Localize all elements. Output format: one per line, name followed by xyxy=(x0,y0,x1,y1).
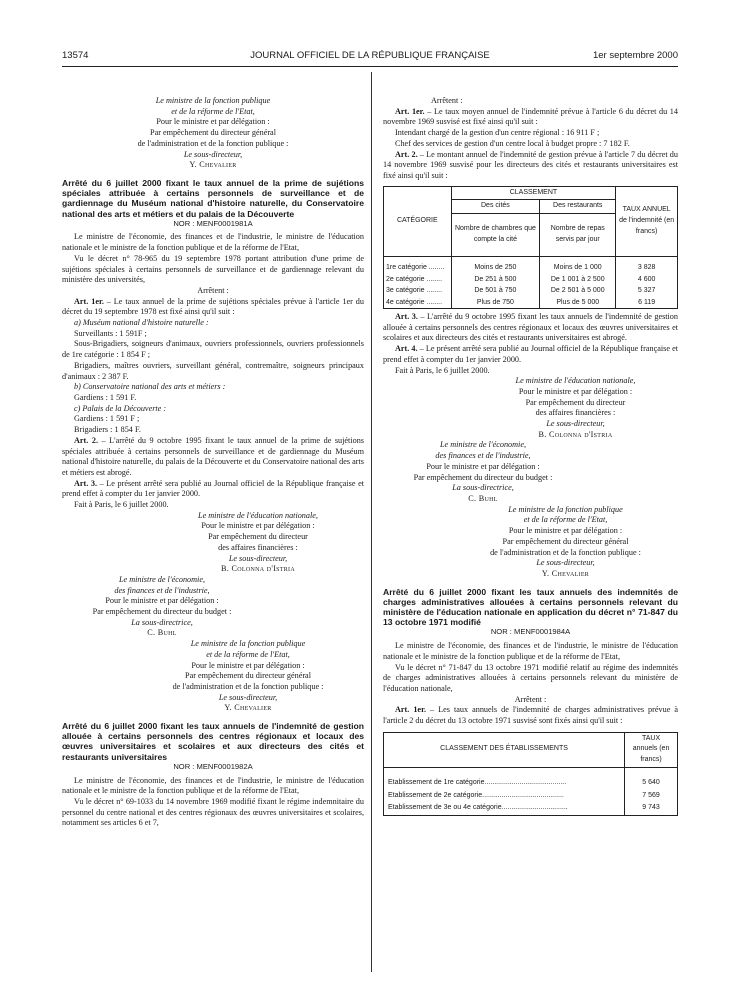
table-row xyxy=(384,274,678,286)
journal-title: JOURNAL OFFICIEL DE LA RÉPUBLIQUE FRANÇAISE xyxy=(250,50,490,61)
management-allowance-table xyxy=(383,186,678,309)
article-text: – L'arrêté du 9 octobre 1995 fixant les taux annuels de l'indemnité de gestion allouée à certains personnels des centres régionaux et locaux des œuvres universitaires et scolaires et aux directeurs des cités et restaurants universitaires est abrogé. xyxy=(383,312,678,343)
nor-reference: NOR : MENF0001984A xyxy=(490,627,571,637)
table-cell: 2e catégorie ........ xyxy=(384,274,452,286)
sig-line: Pour le ministre et par délégation : xyxy=(508,526,623,536)
right-column xyxy=(383,96,678,821)
table-cell: 4 600 xyxy=(616,274,678,286)
table-header-rate: TAUX ANNUEL de l'indemnité (en francs) xyxy=(616,186,678,256)
article-label: Art. 1er. xyxy=(74,296,104,306)
article-text: – Les taux annuels de l'indemnité de charges administratives prévue à l'article 2 du décret du 13 octobre 1971 susvisé sont fixés ainsi qu'il suit : xyxy=(383,705,678,726)
sig-line: Le sous-directeur, xyxy=(218,692,278,702)
sig-line: Par empêchement du directeur général xyxy=(150,128,276,138)
table-cell: 5 640 xyxy=(625,767,678,789)
sig-line: de l'administration et de la fonction publique : xyxy=(172,681,324,691)
signature-block xyxy=(473,376,678,440)
paragraph: Vu le décret n° 69-1033 du 14 novembre 1969 modifié fixant le régime indemnitaire du personnel du centre national et des centres régionaux des œuvres universitaires et scolaires, notamment ses articles 6 et 7, xyxy=(62,797,364,828)
sig-line: Pour le ministre et par délégation : xyxy=(201,521,315,531)
table-cell: De 2 501 à 5 000 xyxy=(540,285,616,297)
table-row xyxy=(384,790,678,803)
signature-date: Fait à Paris, le 6 juillet 2000. xyxy=(74,500,169,510)
table-row xyxy=(384,285,678,297)
table-cell: Etablissement de 2e catégorie.......................................... xyxy=(384,790,625,803)
table-cell: Moins de 250 xyxy=(451,257,540,274)
article-label: Art. 2. xyxy=(395,149,418,159)
table-cell: 1re catégorie ........ xyxy=(384,257,452,274)
signature-block xyxy=(383,440,583,504)
signatory-name: B. Colonna d'Istria xyxy=(221,564,295,574)
table-cell: Plus de 5 000 xyxy=(540,297,616,309)
rate-line: Brigadiers : 1 854 F. xyxy=(74,425,141,435)
rate-line: Surveillants : 1 591F ; xyxy=(74,328,147,338)
table-header-restaurants: Des restaurants xyxy=(540,200,616,214)
table-cell: 4e catégorie ........ xyxy=(384,297,452,309)
table-row xyxy=(384,802,678,815)
rate-line: Intendant chargé de la gestion d'un centre régional : 16 911 F ; xyxy=(395,128,600,138)
signatory-name: C. Buhl xyxy=(468,493,498,503)
signatory-name: Y. Chevalier xyxy=(224,703,272,713)
article-1 xyxy=(62,297,364,318)
article-2 xyxy=(62,436,364,479)
sig-line: Pour le ministre et par délégation : xyxy=(105,596,219,606)
sig-line: Par empêchement du directeur xyxy=(208,532,308,542)
article-text: – Le montant annuel de l'indemnité de gestion prévue à l'article 7 du décret du 14 novembre 1969 susvisé pour les directeurs des cités et restaurants universitaires est fixé ainsi qu'il suit : xyxy=(383,149,678,180)
rate-line: Gardiens : 1 591 F ; xyxy=(74,414,140,424)
table-cell: De 251 à 500 xyxy=(451,274,540,286)
decree-title: Arrêté du 6 juillet 2000 fixant le taux annuel de la prime de sujétions spéciales attribuée à certains personnels de surveillance et de gardiennage du Muséum national d'histoire naturelle, du Conservatoire national des arts et métiers et du palais de la Découverte xyxy=(62,177,364,219)
header-rule xyxy=(62,66,678,67)
sig-line: Par empêchement du directeur général xyxy=(185,671,311,681)
sig-line: Le ministre de l'économie, xyxy=(118,574,206,584)
article-label: Art. 4. xyxy=(395,344,418,354)
sig-line: Le sous-directeur, xyxy=(536,558,595,568)
page-header xyxy=(62,50,678,64)
table-cell: Moins de 1 000 xyxy=(540,257,616,274)
nor-reference: NOR : MENF0001982A xyxy=(173,761,253,771)
sub-heading: c) Palais de la Découverte : xyxy=(74,403,167,413)
signatory-name: C. Buhl xyxy=(147,628,177,638)
sig-line: de l'administration et de la fonction publique : xyxy=(137,138,289,148)
sub-heading: a) Muséum national d'histoire naturelle : xyxy=(74,318,209,328)
article-label: Art. 3. xyxy=(74,478,98,488)
sig-line: Le ministre de l'économie, xyxy=(439,440,527,450)
paragraph: Le ministre de l'économie, des finances et de l'industrie, le ministre de l'éducation nationale et le ministre de la fonction publique et de la réforme de l'Etat, xyxy=(383,641,678,661)
sig-line: et de la réforme de l'Etat, xyxy=(206,649,290,659)
table-subheader-cites: Nombre de chambres que compte la cité xyxy=(451,214,540,257)
table-cell: De 1 001 à 2 500 xyxy=(540,274,616,286)
arretent: Arrêtent : xyxy=(514,694,547,704)
sig-line: Par empêchement du directeur xyxy=(525,397,626,407)
table-subheader-restaurants: Nombre de repas servis par jour xyxy=(540,214,616,257)
sig-line: Le ministre de la fonction publique xyxy=(155,96,271,105)
sig-line: Par empêchement du directeur général xyxy=(502,536,629,546)
sig-line: Pour le ministre et par délégation : xyxy=(191,660,305,670)
table-cell: Etablissement de 3e ou 4e catégorie.................................. xyxy=(384,802,625,815)
table-cell: 6 119 xyxy=(616,297,678,309)
signature-block xyxy=(62,575,262,639)
sig-line: Le ministre de l'éducation nationale, xyxy=(515,376,636,386)
sig-line: des affaires financières : xyxy=(218,542,298,552)
table-header-category: CATÉGORIE xyxy=(384,186,452,256)
article-label: Art. 1er. xyxy=(395,106,425,116)
article-2 xyxy=(383,150,678,182)
sig-line: Le sous-directeur, xyxy=(546,419,605,429)
decree-title: Arrêté du 6 juillet 2000 fixant les taux annuels de l'indemnité de gestion allouée à certains personnels des centres régionaux et locaux des œuvres universitaires et scolaires et aux directeurs des cités et restaurants universitaires xyxy=(62,721,364,762)
sig-line: Le sous-directeur, xyxy=(228,553,288,563)
table-row xyxy=(384,297,678,309)
paragraph: Vu le décret n° 78-965 du 19 septembre 1978 portant attribution d'une prime de sujétions spéciales à certains personnels de surveillance et de gardiennage relevant du ministère des universités, xyxy=(62,253,364,285)
sig-line: des finances et de l'industrie, xyxy=(114,585,210,595)
sig-line: Le ministre de la fonction publique xyxy=(508,504,623,514)
article-4 xyxy=(383,344,678,365)
left-column xyxy=(62,96,364,829)
table-row xyxy=(384,257,678,274)
article-3 xyxy=(62,479,364,500)
rate-line: Brigadiers, maîtres ouvriers, surveillant général, contremaître, soigneurs principaux d'animaux : 2 387 F. xyxy=(62,360,364,381)
table-cell: Etablissement de 1re catégorie.......................................... xyxy=(384,767,625,789)
table-cell: 7 569 xyxy=(625,790,678,803)
sig-line: Pour le ministre et par délégation : xyxy=(426,461,540,471)
issue-date: 1er septembre 2000 xyxy=(592,50,678,61)
table-cell: 3e catégorie ........ xyxy=(384,285,452,297)
table-cell: De 501 à 750 xyxy=(451,285,540,297)
sig-line: Le ministre de l'éducation nationale, xyxy=(198,510,318,520)
sig-line: et de la réforme de l'Etat, xyxy=(171,106,255,116)
signatory-name: Y. Chevalier xyxy=(189,160,237,170)
sig-line: Pour le ministre et par délégation : xyxy=(518,386,633,396)
administrative-charges-table xyxy=(383,732,678,816)
table-cell: 9 743 xyxy=(625,802,678,815)
article-text: – Le taux annuel de la prime de sujétions spéciales prévue à l'article 1er du décret du 19 septembre 1978 est fixé ainsi qu'il suit : xyxy=(62,296,364,317)
table-cell: 3 828 xyxy=(616,257,678,274)
table-header-cites: Des cités xyxy=(451,200,540,214)
signatory-name: B. Colonna d'Istria xyxy=(538,429,613,439)
article-label: Art. 2. xyxy=(74,435,98,445)
sig-line: Le sous-directeur, xyxy=(183,149,243,159)
article-1 xyxy=(383,705,678,726)
rate-line: Gardiens : 1 591 F. xyxy=(74,392,137,402)
paragraph: Le ministre de l'économie, des finances et de l'industrie, le ministre de l'éducation nationale et le ministre de la fonction publique et de la réforme de l'Etat, xyxy=(62,775,364,796)
table-cell: 5 327 xyxy=(616,285,678,297)
signature-block xyxy=(132,639,364,714)
sig-line: La sous-directrice, xyxy=(452,483,514,493)
decree-title: Arrêté du 6 juillet 2000 fixant les taux annuels des indemnités de charges administratives allouées à certains personnels relevant du ministère de l'éducation nationale en application du décret n° 71-847 du 13 octobre 1971 modifié xyxy=(383,586,678,628)
sig-line: Par empêchement du directeur du budget : xyxy=(92,607,232,617)
article-1 xyxy=(383,107,678,128)
sig-line: et de la réforme de l'Etat, xyxy=(523,515,608,525)
signature-date: Fait à Paris, le 6 juillet 2000. xyxy=(395,365,490,375)
column-divider xyxy=(371,72,372,972)
article-text: – L'arrêté du 9 octobre 1995 fixant le taux annuel de la prime de sujétions spéciales attribuée à certains personnels de surveillance et de gardiennage du Muséum national d'histoire naturelle, du palais de la Découverte et du Conservatoire national des arts et métiers est abrogé. xyxy=(62,435,364,477)
rate-line: Chef des services de gestion d'un centre local à budget propre : 7 182 F. xyxy=(395,138,630,148)
table-header-classement: CLASSEMENT xyxy=(451,186,616,200)
table-cell: Plus de 750 xyxy=(451,297,540,309)
arretent: Arrêtent : xyxy=(431,96,463,105)
sig-line: des affaires financières : xyxy=(535,408,616,418)
article-text: – Le présent arrêté sera publié au Journal officiel de la République française et prend effet à compter du 1er janvier 2000. xyxy=(62,478,364,499)
nor-reference: NOR : MENF0001981A xyxy=(173,218,253,228)
page-number: 13574 xyxy=(62,50,89,61)
signatory-name: Y. Chevalier xyxy=(541,568,590,578)
sig-line: Le ministre de la fonction publique xyxy=(190,639,306,649)
signature-block xyxy=(152,511,364,575)
sig-line: Par empêchement du directeur du budget : xyxy=(413,472,553,482)
signature-block xyxy=(453,505,678,580)
signature-block xyxy=(62,96,364,171)
arretent: Arrêtent : xyxy=(197,285,229,295)
rate-line: Sous-Brigadiers, soigneurs d'animaux, ouvriers professionnels, ouvriers professionnels de 1re catégorie : 1 854 F ; xyxy=(62,339,364,360)
table-row xyxy=(384,767,678,789)
sig-line: des finances et de l'industrie, xyxy=(435,451,531,461)
sig-line: de l'administration et de la fonction publique : xyxy=(490,547,641,557)
sig-line: La sous-directrice, xyxy=(131,617,193,627)
article-text: – Le présent arrêté sera publié au Journal officiel de la République française et prend effet à compter du 1er janvier 2000. xyxy=(383,344,678,364)
article-label: Art. 1er. xyxy=(395,705,426,715)
article-3 xyxy=(383,312,678,344)
paragraph: Le ministre de l'économie, des finances et de l'industrie, le ministre de l'éducation nationale et le ministre de la fonction publique et de la réforme de l'Etat, xyxy=(62,232,364,253)
sig-line: Pour le ministre et par délégation : xyxy=(156,117,270,127)
sub-heading: b) Conservatoire national des arts et métiers : xyxy=(74,382,226,392)
paragraph: Vu le décret n° 71-847 du 13 octobre 1971 modifié relatif au régime des indemnités de charges administratives allouées à certains personnels relevant du ministère de l'éducation nationale, xyxy=(383,662,678,693)
article-label: Art. 3. xyxy=(395,312,418,322)
table-header-classement: CLASSEMENT DES ÉTABLISSEMENTS xyxy=(384,732,625,767)
table-header-rate: TAUX annuels (en francs) xyxy=(625,732,678,767)
article-text: – Le taux moyen annuel de l'indemnité prévue à l'article 6 du décret du 14 novembre 1969 susvisé est fixé ainsi qu'il suit : xyxy=(383,106,678,127)
